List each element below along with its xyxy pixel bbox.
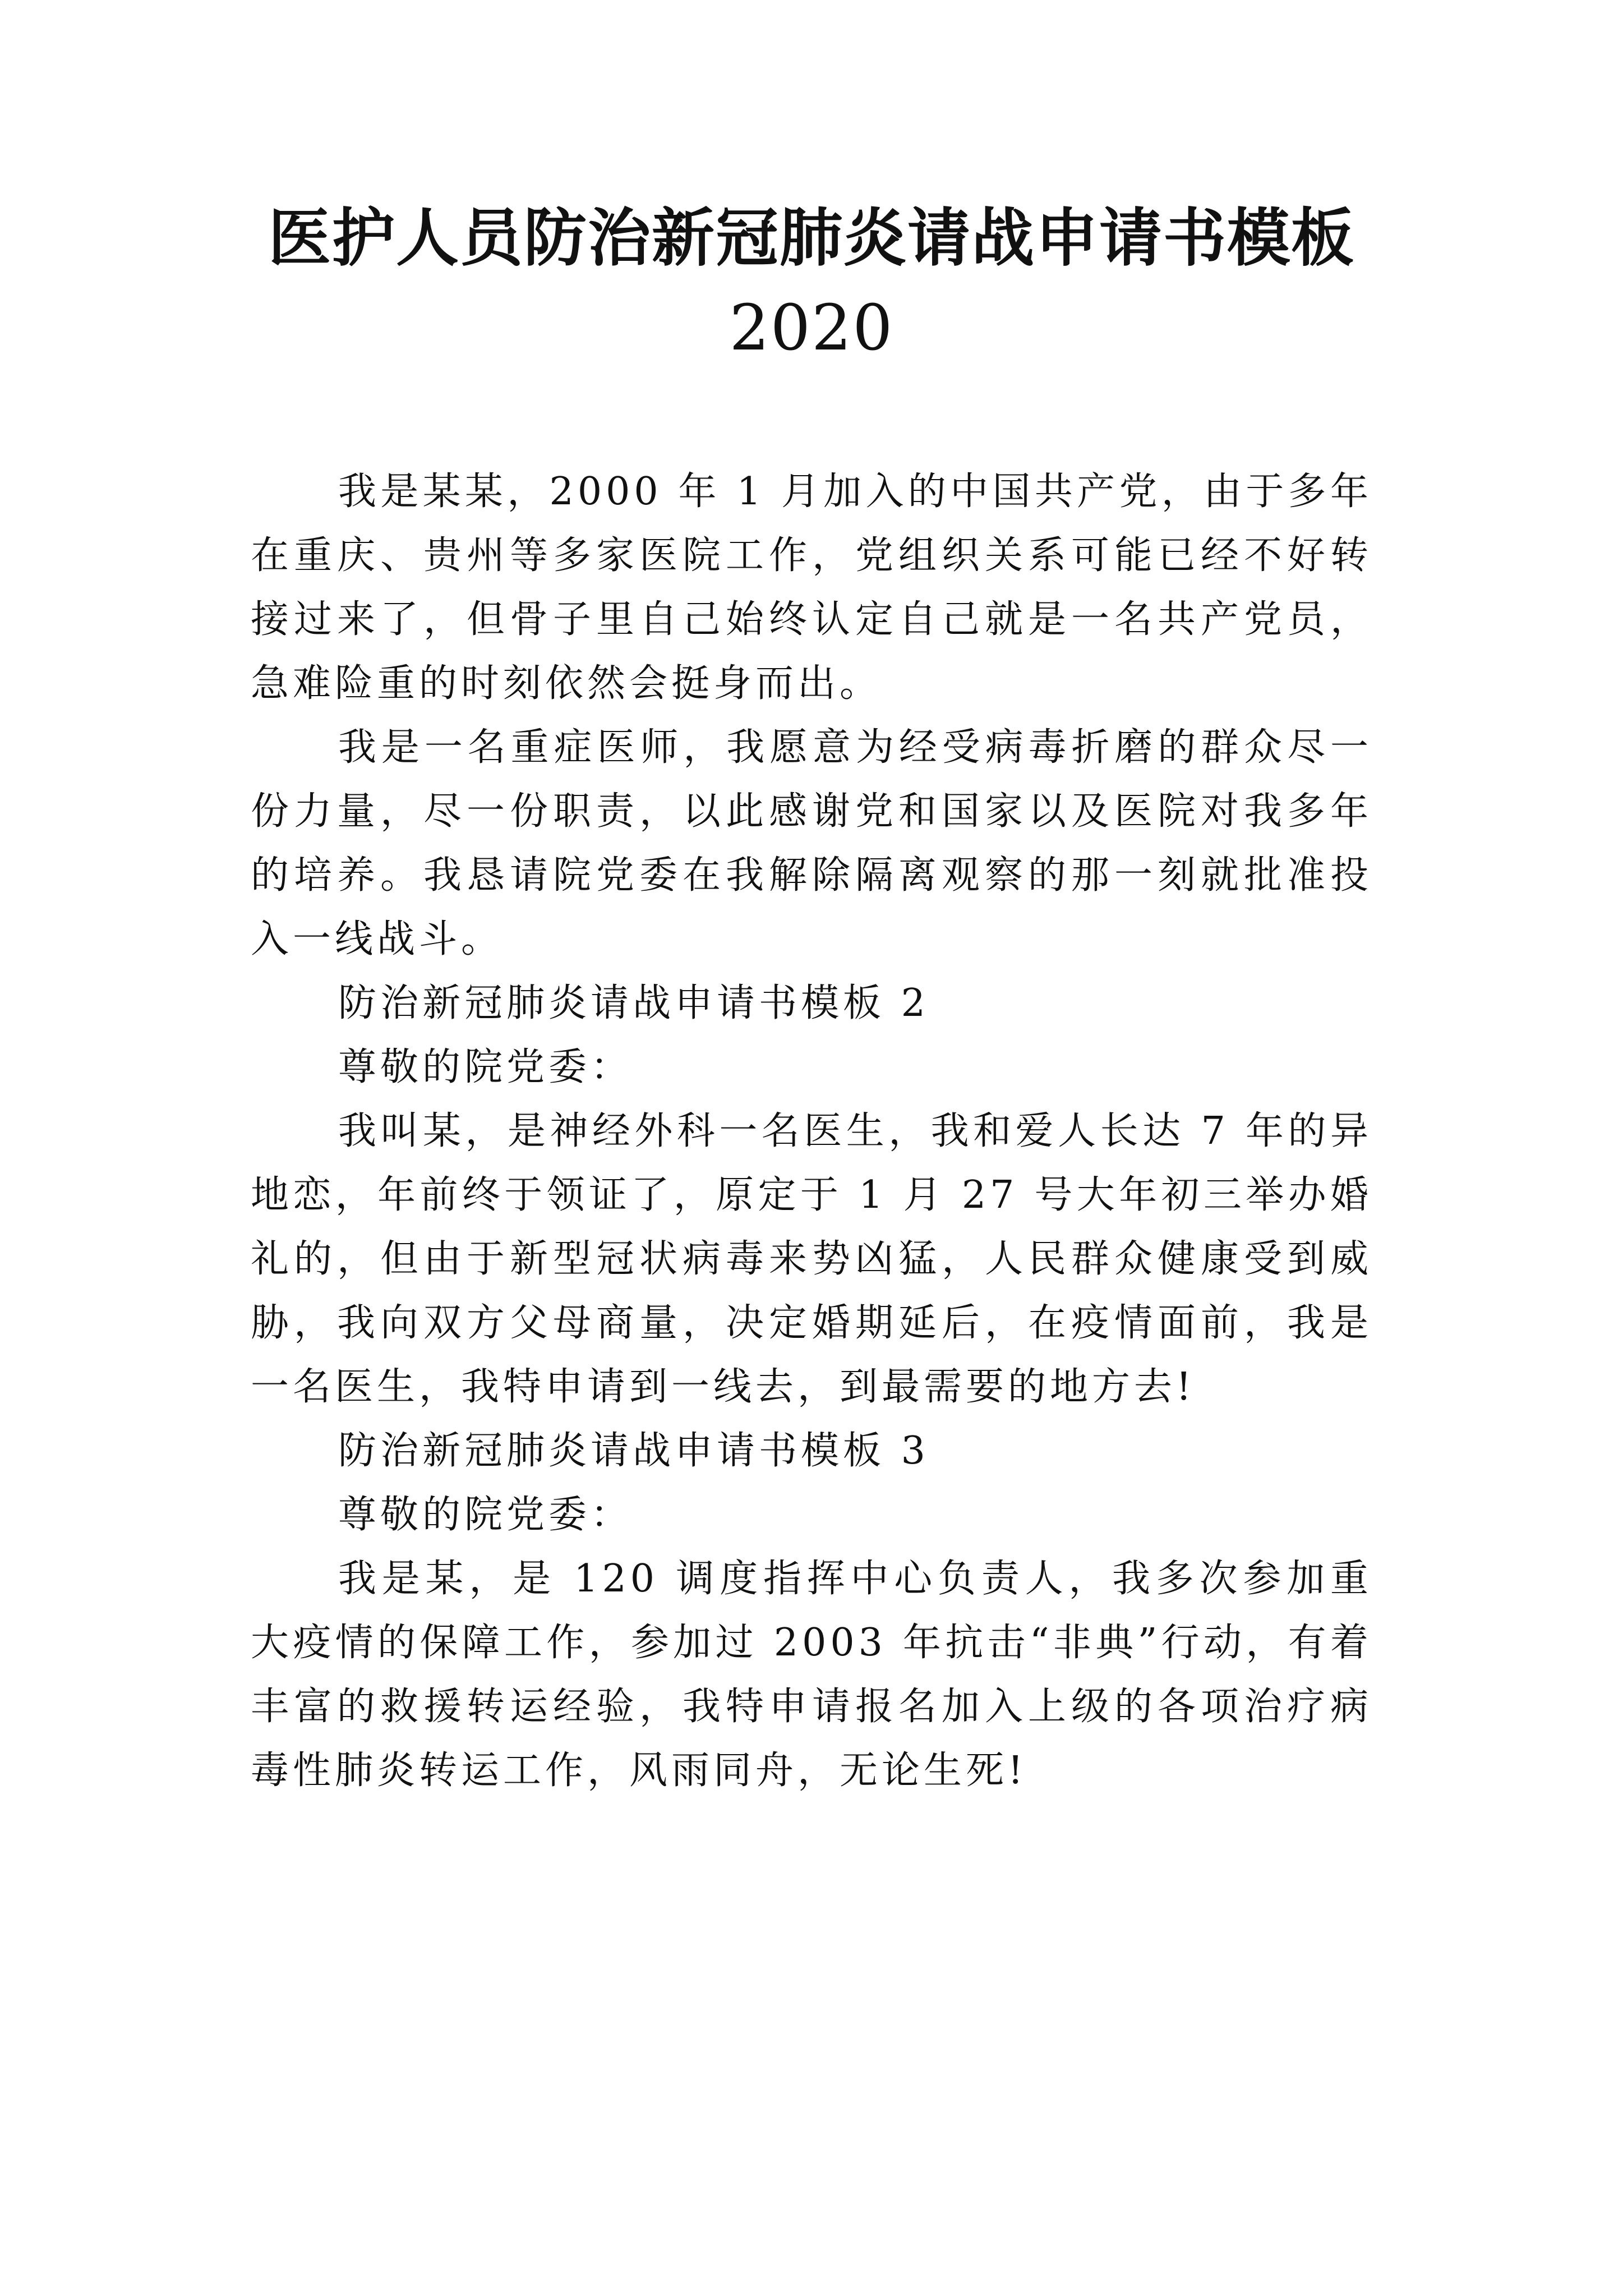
template-heading-3: 防治新冠肺炎请战申请书模板 3 [338,1429,929,1473]
salutation-3: 尊敬的院党委： [338,1493,633,1537]
title-year: 2020 [729,292,894,365]
paragraph-intro: 我是某某，2000 年 1 月加入的中国共产党，由于多年在重庆、贵州等多家医院工作，党组织关系可能已经不好转接过来了，但骨子里自己始终认定自己就是一名共产党员，急难险重的时刻依然会挺身而出。 [251,470,1372,706]
title-text: 医护人员防治新冠肺炎请战申请书模板 [268,201,1355,275]
paragraph-request: 我是一名重症医师，我愿意为经受病毒折磨的群众尽一份力量，尽一份职责，以此感谢党和国家以及医院对我多年的培养。我恳请院党委在我解除隔离观察的那一刻就批准投入一线战斗。 [251,725,1372,961]
salutation-2: 尊敬的院党委： [338,1045,633,1089]
document-title [213,194,1410,373]
document-body [251,460,1372,1803]
template-heading-2: 防治新冠肺炎请战申请书模板 2 [338,981,929,1025]
paragraph-template-2: 我叫某，是神经外科一名医生，我和爱人长达 7 年的异地恋，年前终于领证了，原定于 1 月 27 号大年初三举办婚礼的，但由于新型冠状病毒来势凶猛，人民群众健康受到威胁，我向双方父母商量，决定婚期延后，在疫情面前，我是一名医生，我特申请到一线去，到最需要的地方去! [251,1109,1372,1409]
paragraph-template-3: 我是某，是 120 调度指挥中心负责人，我多次参加重大疫情的保障工作，参加过 2003 年抗击“非典”行动，有着丰富的救援转运经验，我特申请报名加入上级的各项治疗病毒性肺炎转运工作，风雨同舟，无论生死! [251,1557,1372,1793]
